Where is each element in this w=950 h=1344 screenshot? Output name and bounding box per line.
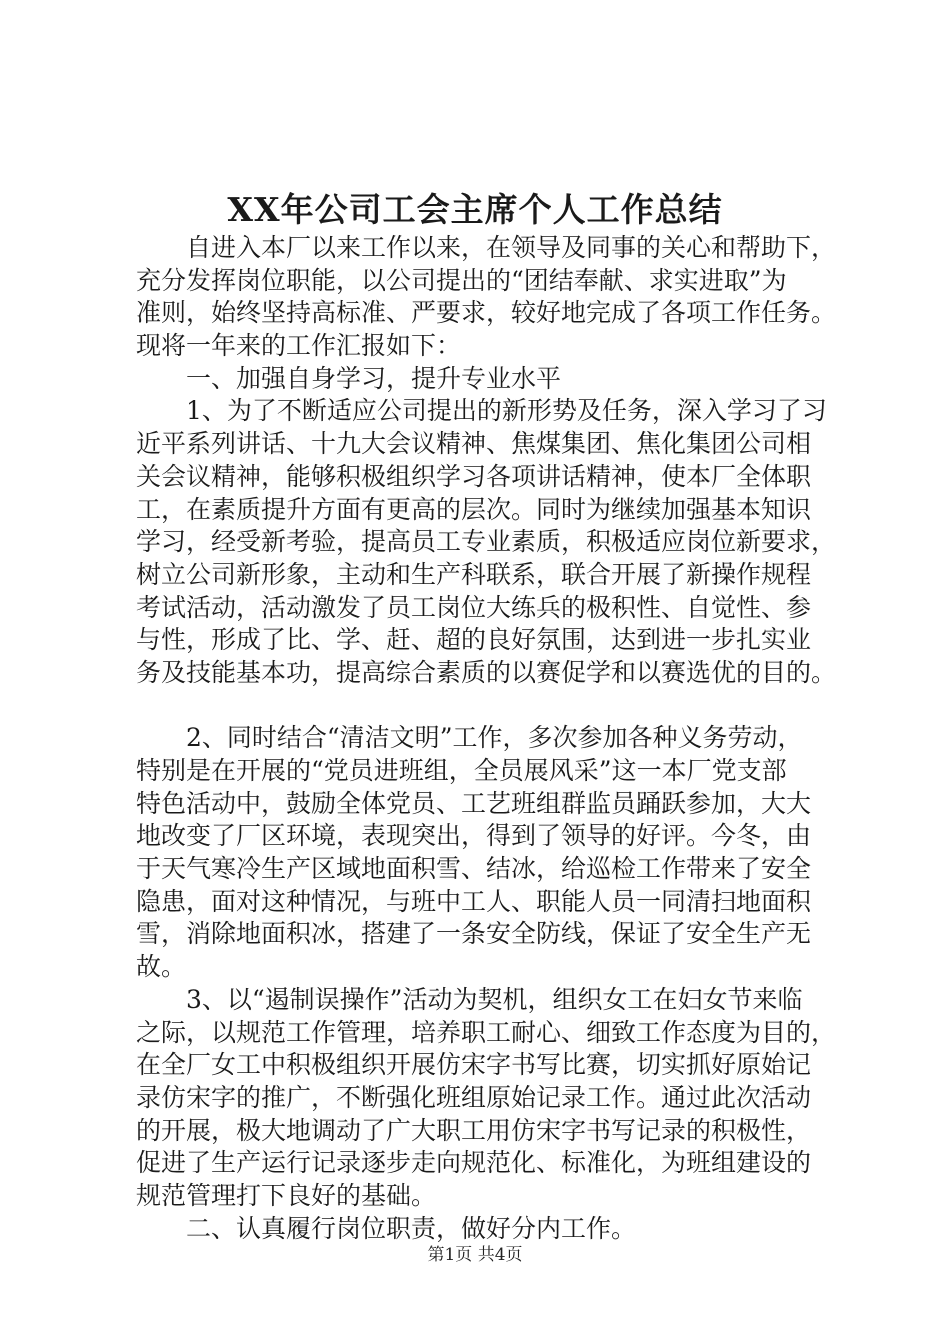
text-line: 促进了生产运行记录逐步走向规范化、标准化，为班组建设的 — [136, 1148, 812, 1178]
text-line: 务及技能基本功，提高综合素质的以赛促学和以赛选优的目的。 — [136, 657, 836, 687]
text-line: 准则，始终坚持高标准、严要求，较好地完成了各项工作任务。 — [136, 298, 836, 328]
text-line: 3、以“遏制误操作”活动为契机，组织女工在妇女节来临 — [136, 984, 803, 1014]
text-line: 之际，以规范工作管理，培养职工耐心、细致工作态度为目的， — [136, 1017, 836, 1047]
text-line: 的开展，极大地调动了广大职工用仿宋字书写记录的积极性， — [136, 1115, 812, 1145]
text-line: 工，在素质提升方面有更高的层次。同时为继续加强基本知识 — [136, 494, 812, 524]
text-line: 近平系列讲话、十九大会议精神、焦煤集团、焦化集团公司相 — [136, 429, 812, 459]
text-line: 雪，消除地面积冰，搭建了一条安全防线，保证了安全生产无 — [136, 919, 812, 949]
text-line: 录仿宋字的推广，不断强化班组原始记录工作。通过此次活动 — [136, 1082, 812, 1112]
document-body — [136, 232, 836, 1245]
text-line: 隐患，面对这种情况，与班中工人、职能人员一同清扫地面积 — [136, 886, 812, 916]
text-line: 与性，形成了比、学、赶、超的良好氛围，达到进一步扎实业 — [136, 625, 812, 655]
text-line: 于天气寒冷生产区域地面积雪、结冰，给巡检工作带来了安全 — [136, 854, 812, 884]
text-line: 在全厂女工中积极组织开展仿宋字书写比赛，切实抓好原始记 — [136, 1050, 812, 1080]
text-line: 一、加强自身学习，提升专业水平 — [136, 363, 562, 393]
text-line: 1、为了不断适应公司提出的新形势及任务，深入学习了习 — [136, 396, 827, 426]
document-title: XX年公司工会主席个人工作总结 — [227, 190, 723, 229]
text-line: 故。 — [136, 952, 187, 982]
text-line: 2、同时结合“清洁文明”工作，多次参加各种义务劳动， — [136, 723, 803, 753]
text-line: 树立公司新形象，主动和生产科联系，联合开展了新操作规程 — [136, 559, 812, 589]
text-line: 规范管理打下良好的基础。 — [136, 1180, 437, 1210]
text-line: 特别是在开展的“党员进班组，全员展风采”这一本厂党支部 — [136, 756, 787, 785]
text-line: 充分发挥岗位职能，以公司提出的“团结奉献、求实进取”为 — [136, 265, 787, 295]
blank-line — [136, 690, 836, 723]
text-line: 现将一年来的工作汇报如下： — [136, 331, 462, 361]
text-line: 二、认真履行岗位职责，做好分内工作。 — [136, 1213, 637, 1243]
text-line: 特色活动中，鼓励全体党员、工艺班组群监员踊跃参加，大大 — [136, 788, 812, 818]
text-line: 考试活动，活动激发了员工岗位大练兵的极积性、自觉性、参 — [136, 592, 812, 622]
text-line: 自进入本厂以来工作以来，在领导及同事的关心和帮助下， — [136, 233, 836, 262]
page-footer: 第1页 共4页 — [427, 1245, 523, 1265]
text-line: 关会议精神，能够积极组织学习各项讲话精神，使本厂全体职 — [136, 461, 812, 491]
text-line: 地改变了厂区环境，表现突出，得到了领导的好评。今冬，由 — [136, 821, 812, 851]
text-line: 学习，经受新考验，提高员工专业素质，积极适应岗位新要求， — [136, 527, 836, 557]
